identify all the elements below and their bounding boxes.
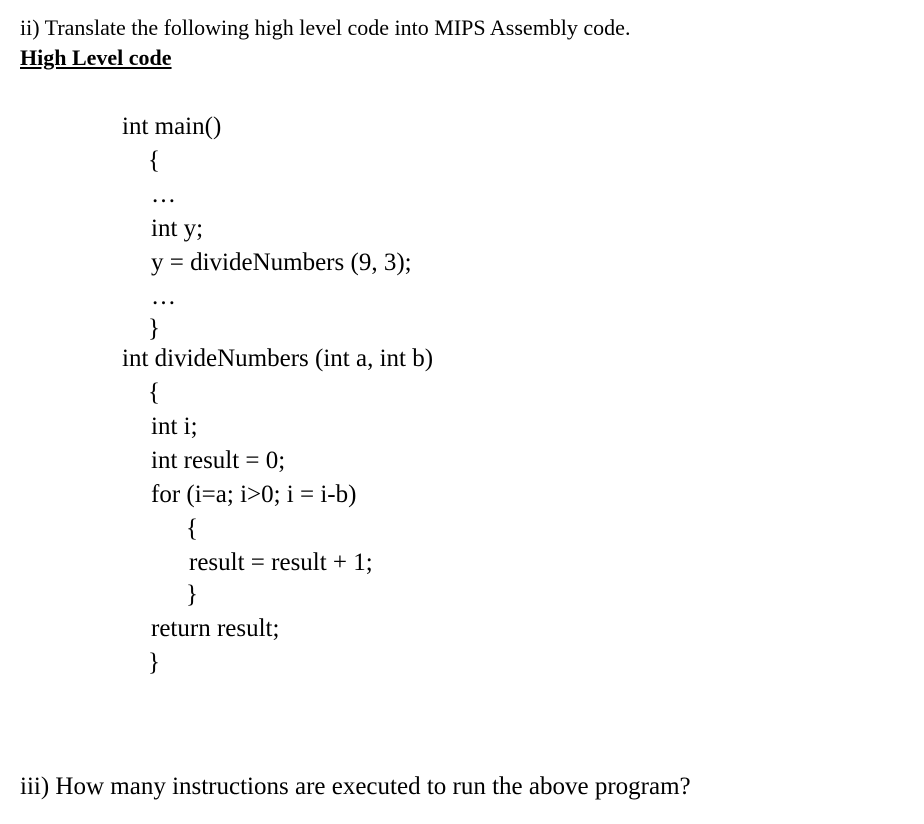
main-ellipsis-bottom: …: [151, 283, 176, 310]
question-iii-text: iii) How many instructions are executed to run the above program?: [20, 773, 691, 800]
main-open-brace: {: [148, 147, 160, 174]
for-open-brace: {: [186, 515, 198, 542]
func-decl-i: int i;: [151, 413, 198, 440]
func-close-brace: }: [148, 649, 160, 676]
main-call-divide: y = divideNumbers (9, 3);: [151, 249, 412, 276]
question-ii-text: ii) Translate the following high level code into MIPS Assembly code.: [20, 15, 631, 40]
func-open-brace: {: [148, 379, 160, 406]
high-level-code-heading: High Level code: [20, 45, 172, 70]
main-ellipsis-top: …: [151, 181, 176, 208]
for-body: result = result + 1;: [189, 549, 373, 576]
main-decl-y: int y;: [151, 215, 204, 242]
func-return: return result;: [151, 615, 280, 642]
func-decl-result: int result = 0;: [151, 447, 286, 474]
func-for-loop: for (i=a; i>0; i = i-b): [151, 481, 357, 508]
for-close-brace: }: [186, 581, 198, 608]
func-signature: int divideNumbers (int a, int b): [122, 345, 434, 372]
main-close-brace: }: [148, 315, 160, 342]
main-signature: int main(): [122, 113, 222, 140]
